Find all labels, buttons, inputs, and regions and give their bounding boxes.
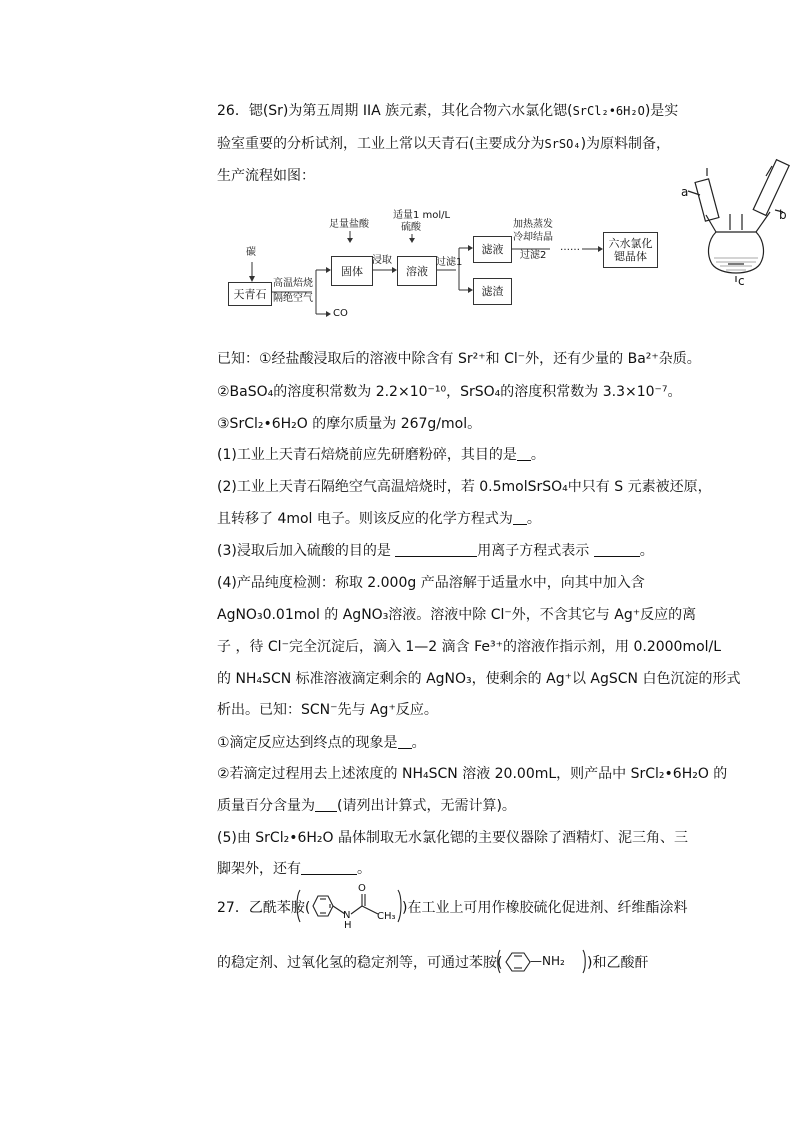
box-residue: 滤渣 xyxy=(473,278,512,305)
step-filter-1: 过滤1 xyxy=(436,257,463,268)
q26-text: )为原料制备， xyxy=(580,136,671,152)
step-leach: 浸取 xyxy=(372,255,392,266)
condition-no-air: 隔绝空气 xyxy=(273,293,313,304)
part-1-text: (1)工业上天青石焙烧前应先研磨粉碎，其目的是 xyxy=(217,447,517,463)
product-co: CO xyxy=(333,308,348,319)
part-4e: 析出。已知：SCN⁻先与 Ag⁺反应。 xyxy=(217,702,438,718)
part-4c: 子 ，待 Cl⁻完全沉淀后，滴入 1—2 滴含 Fe³⁺的溶液作指示剂，用 0.2000mol/L xyxy=(217,639,722,655)
part-5a: (5)由 SrCl₂•6H₂O 晶体制取无水氯化锶的主要仪器除了酒精灯、泥三角、三 xyxy=(217,830,688,846)
part-4h-text: 质量百分含量为 xyxy=(217,798,315,814)
known-1: 已知：①经盐酸浸取后的溶液中除含有 Sr²⁺和 Cl⁻外，还有少量的 Ba²⁺杂质。 xyxy=(217,351,701,367)
part-5-text: 脚架外，还有 xyxy=(217,861,301,877)
box-solution: 溶液 xyxy=(397,256,437,286)
atom-ch3: CH₃ xyxy=(377,911,396,922)
known-2: ②BaSO₄的溶度积常数为 2.2×10⁻¹⁰，SrSO₄的溶度积常数为 3.3×10⁻⁷。 xyxy=(217,384,682,400)
reagent-carbon: 碳 xyxy=(246,247,256,258)
punct: 。 xyxy=(411,735,426,751)
q27-line-2a: 的稳定剂、过氧化氢的稳定剂等，可通过苯胺( xyxy=(217,955,503,971)
product-line-1: 六水氯化 xyxy=(608,237,653,250)
q27-line-1a: 27．乙酰苯胺( xyxy=(217,900,311,916)
part-4g: ②若滴定过程用去上述浓度的 NH₄SCN 溶液 20.00mL，则产品中 SrCl₂•6H₂O 的 xyxy=(217,766,728,782)
punct: 。 xyxy=(526,511,541,527)
punct: 。 xyxy=(639,543,654,559)
part-3-text: 用离子方程式表示 xyxy=(477,543,594,559)
box-solid: 固体 xyxy=(331,256,373,286)
part-4h-text: (请列出计算式，无需计算)。 xyxy=(337,798,516,814)
formula-srcl2: SrCl₂•6H₂O xyxy=(572,104,645,118)
apparatus-label-a: a xyxy=(681,185,689,199)
reagent-hcl: 足量盐酸 xyxy=(329,219,369,230)
reagent-h2so4-conc: 适量1 mol/L xyxy=(393,210,451,221)
known-3: ③SrCl₂•6H₂O 的摩尔质量为 267g/mol。 xyxy=(217,416,482,432)
flow-ellipsis: …… xyxy=(560,242,580,253)
amino-group: —NH₂ xyxy=(530,954,565,968)
step-filter-2: 过滤2 xyxy=(520,250,547,261)
step-evaporate: 加热蒸发 xyxy=(513,219,553,230)
q26-text: )是实 xyxy=(644,103,679,119)
part-2-text: 且转移了 4mol 电子。则该反应的化学方程式为 xyxy=(217,511,513,527)
step-crystallize: 冷却结晶 xyxy=(513,232,553,243)
part-3-text: (3)浸取后加入硫酸的目的是 xyxy=(217,543,396,559)
q26-text: 26．锶(Sr)为第五周期 IIA 族元素，其化合物六水氯化锶( xyxy=(217,103,573,119)
formula-srso4: SrSO₄ xyxy=(544,137,581,151)
reagent-h2so4: 硫酸 xyxy=(401,222,421,233)
part-4b: AgNO₃0.01mol 的 AgNO₃溶液。溶液中除 Cl⁻外，不含其它与 Ag⁺反应的离 xyxy=(217,607,697,623)
part-4f-text: ①滴定反应达到终点的现象是 xyxy=(217,735,398,751)
product-line-2: 锶晶体 xyxy=(614,250,647,263)
atom-o: O xyxy=(358,883,366,894)
condition-roast: 高温焙烧 xyxy=(273,278,313,289)
q26-text: 验室重要的分析试剂，工业上常以天青石(主要成分为 xyxy=(217,136,545,152)
punct: 。 xyxy=(530,447,545,463)
part-4a: (4)产品纯度检测：称取 2.000g 产品溶解于适量水中，向其中加入含 xyxy=(217,575,645,591)
part-2a: (2)工业上天青石隔绝空气高温焙烧时，若 0.5molSrSO₄中只有 S 元素被还原， xyxy=(217,479,712,495)
q27-line-1b: )在工业上可用作橡胶硫化促进剂、纤维酯涂料 xyxy=(402,900,688,916)
apparatus-label-c: c xyxy=(738,274,745,288)
atom-h: H xyxy=(344,920,352,931)
atom-n: N xyxy=(343,910,351,921)
q26-line-3: 生产流程如图： xyxy=(217,168,315,184)
part-4d: 的 NH₄SCN 标准溶液滴定剩余的 AgNO₃，使剩余的 Ag⁺以 AgSCN 白色沉淀的形式 xyxy=(217,671,741,687)
punct: 。 xyxy=(357,861,371,877)
apparatus-label-b: b xyxy=(779,208,787,222)
box-filtrate: 滤液 xyxy=(473,236,512,263)
box-tianqingshi: 天青石 xyxy=(228,282,272,306)
q27-line-2b: )和乙酸酐 xyxy=(587,955,649,971)
